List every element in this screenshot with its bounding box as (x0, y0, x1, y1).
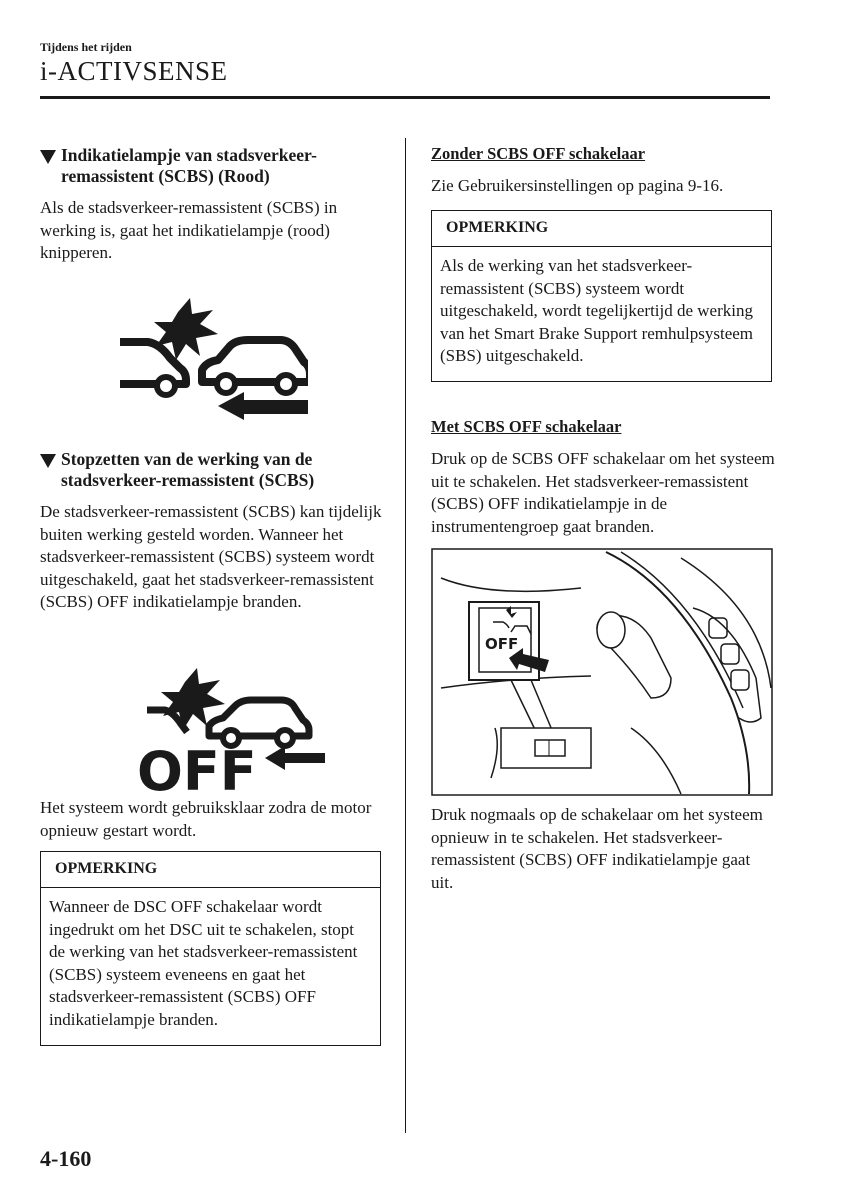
page-title: i-ACTIVSENSE (40, 56, 228, 86)
section-with-switch (431, 416, 776, 538)
page-number: 4-160 (40, 1146, 92, 1171)
header-rule (40, 96, 770, 99)
header-section: Tijdens het rijden (40, 40, 132, 54)
note-label: OPMERKING (432, 211, 771, 247)
triangle-bullet-icon (40, 150, 56, 164)
section-stop (40, 449, 385, 614)
section-body: Als de stadsverkeer-remassistent (SCBS) in werking is, gaat het indikatielampje (rood) knipperen. (40, 198, 338, 262)
section-body: De stadsverkeer-remassistent (SCBS) kan tijdelijk buiten werking gesteld worden. Wanneer het stadsverkeer-remassistent (SCBS) systeem wordt uitgeschakeld, gaat het stadsverkeer-remassistent (SCBS) OFF indikatielampje branden. (40, 502, 382, 611)
scbs-warning-icon (118, 292, 308, 422)
note-body: Wanneer de DSC OFF schakelaar wordt ingedrukt om het DSC uit te schakelen, stopt de werking van het stadsverkeer-remassistent (SCBS) systeem eveneens en gaat het stadsverkeer-remassistent (SCBS) OFF indikatielampje branden. (49, 897, 358, 1029)
note-label: OPMERKING (41, 852, 380, 888)
note-body: Als de werking van het stadsverkeer-remassistent (SCBS) systeem wordt uitgeschakeld, wordt tegelijkertijd de werking van het Smart Brake Support remhulpsysteem (SBS) uitgeschakeld. (440, 256, 754, 365)
subsection-body: Druk op de SCBS OFF schakelaar om het systeem uit te schakelen. Het stadsverkeer-remassistent (SCBS) OFF indikatielampje in de instrumentengroep gaat branden. (431, 449, 775, 536)
dashboard-switch-illustration (431, 548, 773, 796)
column-divider (405, 138, 406, 1133)
section-heading: Stopzetten van de werking van de stadsverkeer-remassistent (SCBS) (40, 449, 385, 491)
section-without-switch (431, 143, 776, 198)
note-box (40, 851, 381, 1046)
section-indicator (40, 145, 385, 265)
restart-text: Het systeem wordt gebruiksklaar zodra de motor opnieuw gestart wordt. (40, 798, 372, 840)
subsection-heading: Zonder SCBS OFF schakelaar (431, 144, 646, 163)
scbs-off-icon (135, 668, 325, 793)
subsection-body: Zie Gebruikersinstellingen op pagina 9-16. (431, 176, 724, 195)
off-label: OFF (137, 740, 257, 793)
subsection-heading: Met SCBS OFF schakelaar (431, 417, 622, 436)
section-heading: Indikatielampje van stadsverkeer-remassistent (SCBS) (Rood) (40, 145, 385, 187)
note-box (431, 210, 772, 382)
reactivate-text: Druk nogmaals op de schakelaar om het systeem opnieuw in te schakelen. Het stadsverkeer-remassistent (SCBS) OFF indikatielampje gaat uit. (431, 805, 763, 892)
triangle-bullet-icon (40, 454, 56, 468)
switch-off-label: OFF (485, 635, 519, 653)
